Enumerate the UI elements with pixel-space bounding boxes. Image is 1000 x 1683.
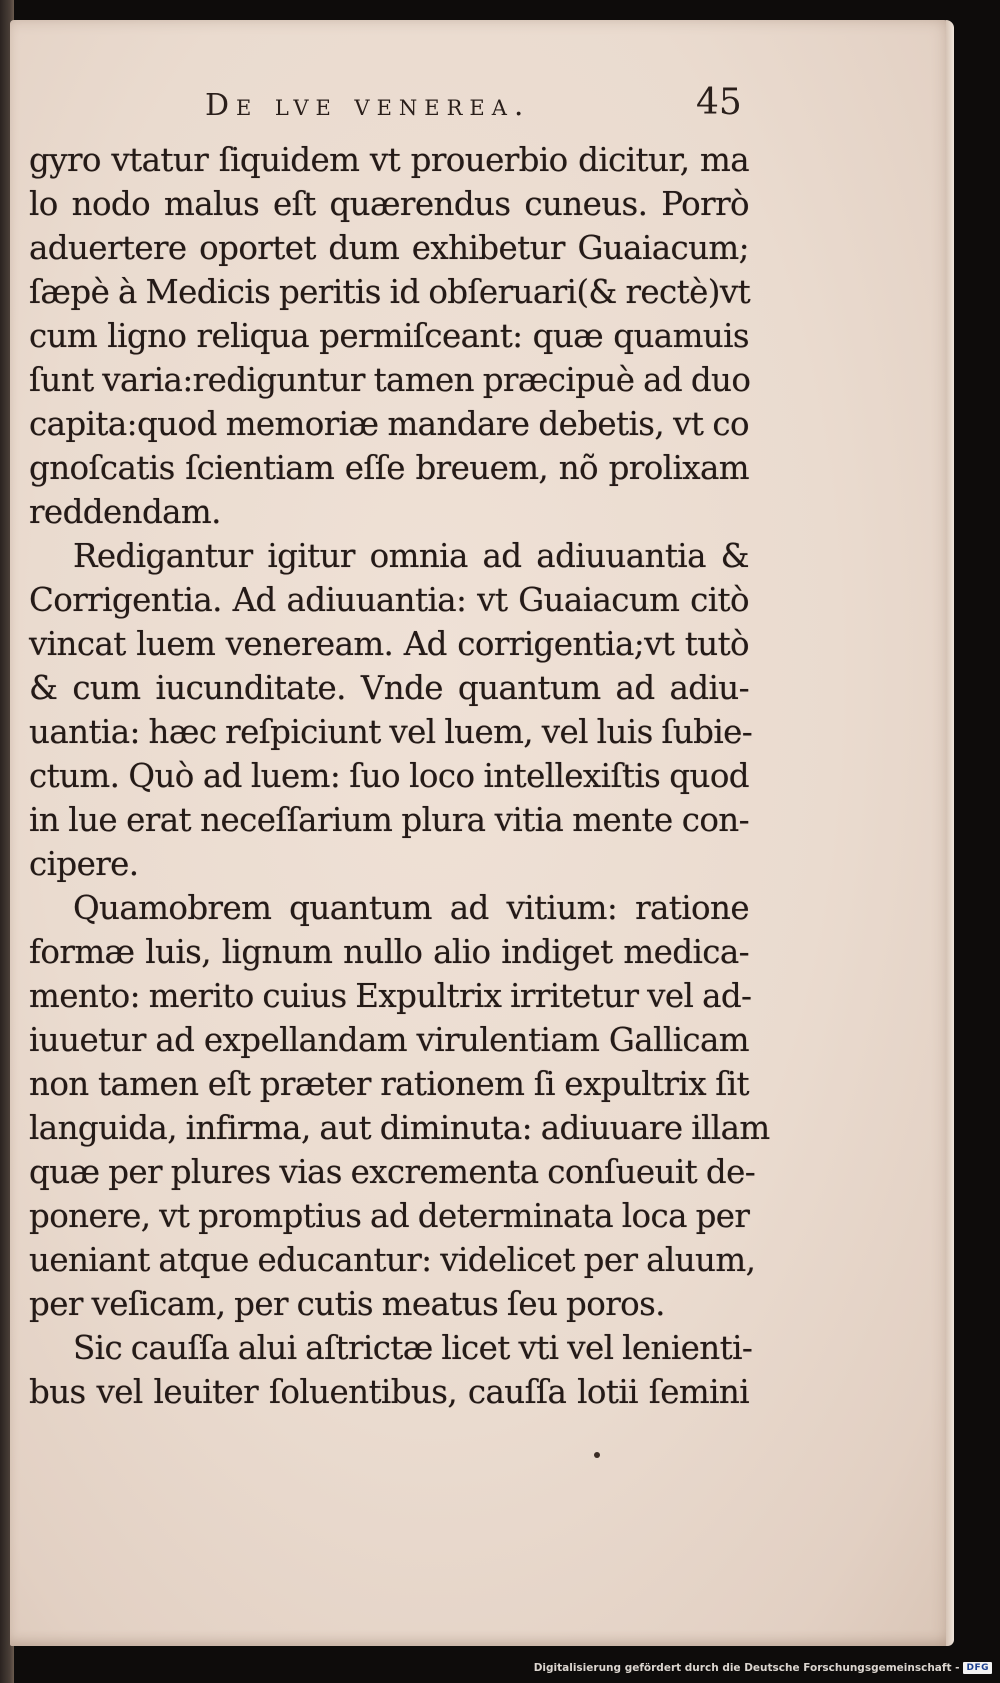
running-head [10, 82, 954, 142]
text-line: quæ per plures vias excrementa conſueuit de- [29, 1153, 756, 1191]
text-line: ctum. Quò ad luem: ſuo loco intellexiſtis quod [29, 757, 749, 795]
paragraph-first-line: Quamobrem quantum ad vitium: ratione [73, 889, 749, 927]
text-line: ſunt varia:rediguntur tamen præcipuè ad duo [29, 361, 751, 399]
text-line: Corrigentia. Ad adiuuantia: vt Guaiacum citò [29, 581, 749, 619]
text-line: uantia: hæc reſpiciunt vel luem, vel luis ſubie- [29, 713, 753, 751]
text-line: formæ luis, lignum nullo alio indiget medica- [29, 933, 749, 971]
book-page [10, 20, 954, 1646]
text-line: cipere. [29, 845, 139, 883]
text-line: & cum iucunditate. Vnde quantum ad adiu- [29, 669, 749, 707]
text-line: gnoſcatis ſcientiam eſſe breuem, nõ prolixam [29, 449, 749, 487]
text-line: ponere, vt promptius ad determinata loca per [29, 1197, 750, 1235]
page-fore-edge [946, 20, 954, 1646]
text-line: gyro vtatur ſiquidem vt prouerbio dicitur, ma [29, 141, 749, 179]
text-line: non tamen eſt præter rationem ſi expultrix ſit [29, 1065, 749, 1103]
paper-speck [594, 1452, 600, 1458]
text-line: capita:quod memoriæ mandare debetis, vt co [29, 405, 749, 443]
text-line: lo nodo malus eſt quærendus cuneus. Porrò [29, 185, 749, 223]
paragraph-first-line: Sic cauſſa alui aſtrictæ licet vti vel lenienti- [73, 1329, 753, 1367]
text-line: per veſicam, per cutis meatus ſeu poros. [29, 1285, 665, 1323]
running-head-title: De lve venerea. [205, 88, 531, 123]
text-line: aduertere oportet dum exhibetur Guaiacum; [29, 229, 749, 267]
text-line: ſæpè à Medicis peritis id obſeruari(& rectè)vt [29, 273, 751, 311]
text-line: vincat luem veneream. Ad corrigentia;vt tutò [29, 625, 749, 663]
text-line: in lue erat neceſſarium plura vitia mente con- [29, 801, 749, 839]
text-line: languida, infirma, aut diminuta: adiuuare illam [29, 1109, 770, 1147]
body-text [29, 138, 770, 1414]
page-number: 45 [696, 82, 742, 123]
text-line: mento: merito cuius Expultrix irritetur vel ad- [29, 977, 752, 1015]
paragraph-first-line: Redigantur igitur omnia ad adiuuantia & [73, 537, 749, 575]
text-line: cum ligno reliqua permiſceant: quæ quamuis [29, 317, 749, 355]
text-line: reddendam. [29, 493, 221, 531]
digitization-credit [534, 1657, 992, 1679]
credit-text: Digitalisierung gefördert durch die Deutsche Forschungsgemeinschaft - [533, 1662, 960, 1674]
text-line: ueniant atque educantur: videlicet per aluum, [29, 1241, 756, 1279]
dfg-logo: DFG [963, 1662, 992, 1674]
text-line: bus vel leuiter ſoluentibus, cauſſa lotii ſemini [29, 1373, 749, 1411]
text-line: iuuetur ad expellandam virulentiam Gallicam [29, 1021, 749, 1059]
